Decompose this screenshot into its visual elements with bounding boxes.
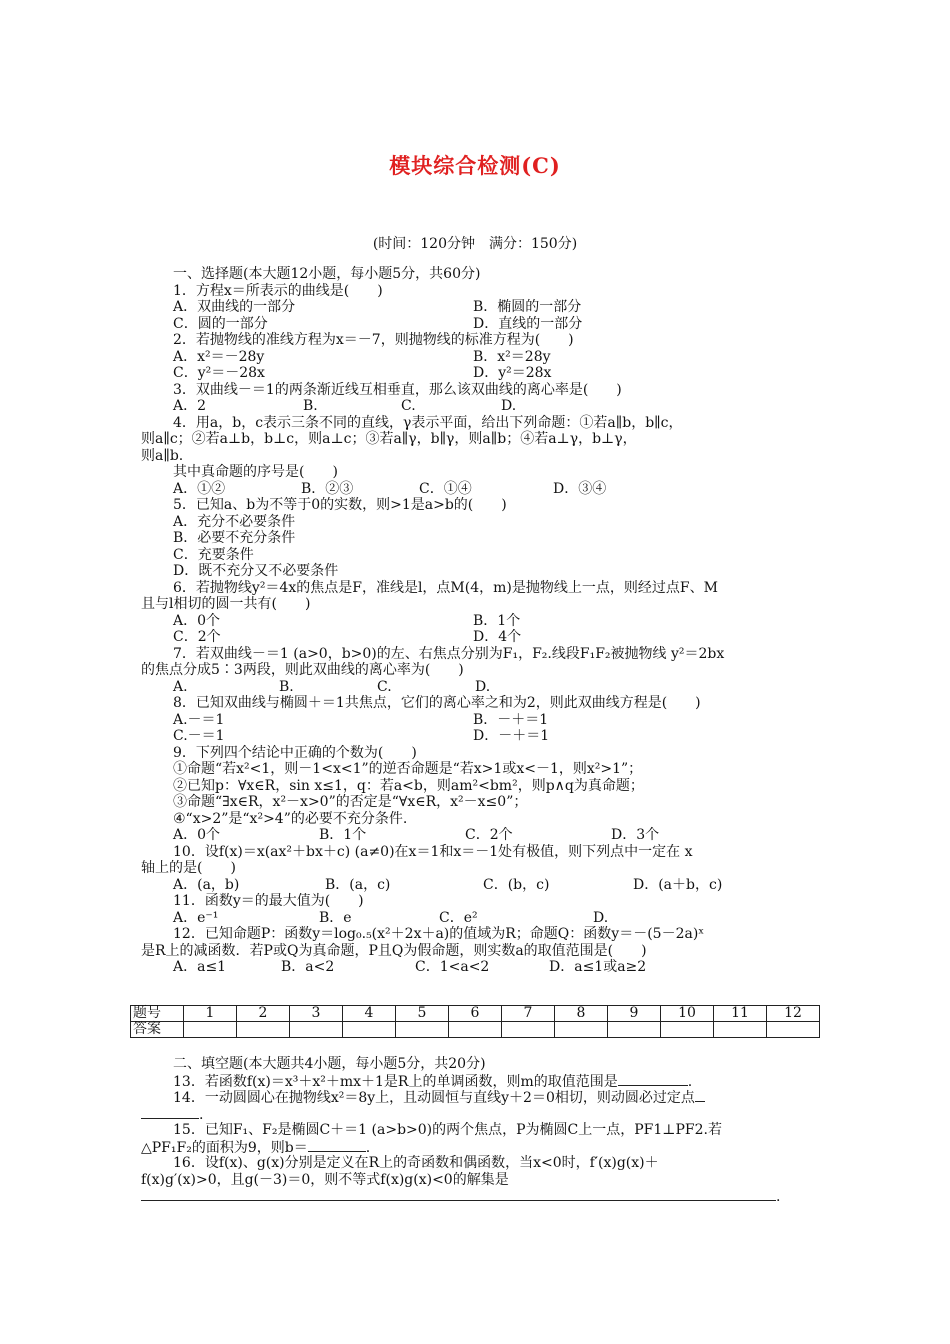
option: D．直线的一部分 (473, 315, 583, 332)
option-row (141, 398, 821, 415)
option: B. (303, 398, 318, 414)
option-row (141, 365, 821, 382)
question-16-blank-line (141, 1188, 821, 1205)
question-14 (141, 1089, 821, 1106)
question-line: 9．下列四个结论中正确的个数为( ) (173, 744, 417, 761)
question-15-cont (141, 1139, 821, 1156)
question-line: 8．已知双曲线与椭圆＋＝1共焦点，它们的离心率之和为2，则此双曲线方程是( ) (173, 695, 701, 711)
option: C. (401, 398, 416, 414)
question-number-cell: 9 (608, 1006, 661, 1022)
answer-cell[interactable] (608, 1022, 661, 1038)
option: C．①④ (419, 480, 472, 497)
answer-cell[interactable] (237, 1022, 290, 1038)
question-number-cell: 10 (661, 1006, 714, 1022)
page-title: 模块综合检测(C) (389, 153, 561, 178)
question-line: A．充分不必要条件 (173, 513, 296, 530)
question-number-cell: 1 (184, 1006, 237, 1022)
answer-table (130, 1005, 820, 1038)
option: B．e (319, 909, 352, 926)
option: B．1个 (319, 827, 367, 843)
section-heading: 二、填空题(本大题共4小题，每小题5分，共20分) (173, 1056, 486, 1072)
option: D．3个 (611, 827, 660, 843)
option: C.－＝1 (173, 728, 225, 744)
option: D．y²＝28x (473, 365, 552, 381)
table-row (131, 1006, 820, 1022)
option: A．①② (173, 480, 226, 497)
option: A．(a，b) (173, 876, 240, 893)
option: C．2个 (465, 827, 513, 843)
question-line-cont: 是R上的减函数．若P或Q为真命题，P且Q为假命题，则实数a的取值范围是( ) (141, 942, 647, 959)
question-text: . (365, 1139, 371, 1156)
question-line: D．既不充分又不必要条件 (173, 563, 339, 579)
option: A．e⁻¹ (173, 909, 219, 926)
option-row (141, 679, 821, 696)
option: C．圆的一部分 (173, 315, 268, 332)
section-heading: 一、选择题(本大题12小题，每小题5分，共60分) (173, 266, 481, 282)
option: A．a≤1 (173, 959, 227, 975)
option: C．1<a<2 (415, 959, 490, 975)
option-row (141, 629, 821, 646)
answer-blank[interactable] (308, 1139, 366, 1152)
option-row (141, 959, 821, 976)
question-line: 12．已知命题P：函数y＝log₀.₅(x²＋2x＋a)的值域为R；命题Q：函数y＝－(5－2a)ˣ (173, 926, 705, 942)
question-line: 6．若抛物线y²＝4x的焦点是F，准线是l，点M(4，m)是抛物线上一点，则经过点F、M (173, 579, 718, 596)
option: A．双曲线的一部分 (173, 299, 296, 315)
answer-blank[interactable] (141, 1106, 199, 1119)
question-line: B．必要不充分条件 (173, 530, 296, 546)
option-row (141, 613, 821, 630)
answer-blank[interactable] (141, 1188, 776, 1201)
question-text: . (776, 1189, 781, 1205)
option-row (141, 728, 821, 745)
option-row (141, 877, 821, 894)
question-number-cell: 8 (555, 1006, 608, 1022)
option: B．x²＝28y (473, 348, 551, 365)
option: B．－＋＝1 (473, 711, 549, 728)
option: B．②③ (301, 480, 354, 497)
option: C．(b，c) (483, 876, 550, 893)
option: D. (501, 398, 517, 414)
question-number-cell: 11 (714, 1006, 767, 1022)
question-number-cell: 6 (449, 1006, 502, 1022)
option-row (141, 481, 821, 498)
option: C．2个 (173, 629, 221, 645)
question-line-cont: 则a∥c；②若a⊥b，b⊥c，则a⊥c；③若a∥γ，b∥γ，则a∥b；④若a⊥γ，b⊥γ， (141, 431, 637, 447)
option: D．a≤1或a≥2 (549, 959, 647, 975)
answer-blank[interactable] (618, 1073, 688, 1086)
option: B．(a，c) (325, 876, 391, 893)
question-line: 7．若双曲线－＝1 (a>0，b>0)的左、右焦点分别为F₁，F₂.线段F₁F₂被抛物线 y²＝2bx (173, 645, 725, 662)
option: A．x²＝－28y (173, 348, 265, 365)
answer-cell[interactable] (661, 1022, 714, 1038)
table-row-label: 答案 (131, 1022, 184, 1038)
answer-cell[interactable] (343, 1022, 396, 1038)
question-text: 14．一动圆圆心在抛物线x²＝8y上，且动圆恒与直线y＋2＝0相切，则动圆必过定点 (173, 1090, 695, 1106)
question-number-cell: 2 (237, 1006, 290, 1022)
option: C. (377, 678, 392, 695)
question-line-cont: 轴上的是( ) (141, 860, 236, 876)
question-16: 16．设f(x)、g(x)分别是定义在R上的奇函数和偶函数，当x<0时，f′(x)g(x)＋ (173, 1155, 659, 1171)
answer-cell[interactable] (555, 1022, 608, 1038)
question-number-cell: 7 (502, 1006, 555, 1022)
question-text: 13．若函数f(x)＝x³＋x²＋mx＋1是R上的单调函数，则m的取值范围是 (173, 1073, 618, 1090)
option: D．－＋＝1 (473, 728, 550, 744)
option: D．4个 (473, 629, 522, 645)
exam-info: (时间：120分钟 满分：150分) (372, 236, 578, 252)
option: A．2 (173, 398, 207, 414)
answer-cell[interactable] (396, 1022, 449, 1038)
question-number-cell: 3 (290, 1006, 343, 1022)
question-text: . (687, 1073, 693, 1090)
question-line-cont: 的焦点分成5∶3两段，则此双曲线的离心率为( ) (141, 662, 464, 678)
option-row (141, 299, 821, 316)
answer-cell[interactable] (767, 1022, 820, 1038)
option-row (141, 827, 821, 844)
option: D．(a＋b，c) (633, 876, 723, 893)
question-line: ②已知p：∀x∈R，sin x≤1，q：若a<b，则am²<bm²，则p∧q为真命题； (173, 777, 644, 794)
fill-in-section (141, 1056, 821, 1205)
option: B. (279, 678, 294, 695)
question-line: ④“x>2”是“x²>4”的必要不充分条件. (173, 810, 408, 827)
option: A. (173, 678, 188, 695)
question-number-cell: 12 (767, 1006, 820, 1022)
question-line: 10．设f(x)＝x(ax²＋bx＋c) (a≠0)在x＝1和x＝－1处有极值，则下列点中一定在 x (173, 843, 693, 860)
question-line: 1．方程x＝所表示的曲线是( ) (173, 282, 383, 299)
option-row (141, 349, 821, 366)
question-13 (141, 1073, 821, 1090)
question-line: 其中真命题的序号是( ) (173, 464, 338, 480)
option: D. (475, 678, 491, 695)
option-row (141, 910, 821, 927)
option: C．y²＝－28x (173, 365, 265, 381)
option-row (141, 712, 821, 729)
question-line: 11．函数y＝的最大值为( ) (173, 893, 364, 909)
question-text: . (199, 1106, 204, 1123)
question-number-cell: 5 (396, 1006, 449, 1022)
table-row-label: 题号 (131, 1006, 184, 1022)
question-line: ①命题“若x²<1，则－1<x<1”的逆否命题是“若x>1或x<－1，则x²>1”； (173, 761, 643, 777)
question-line: ③命题“∃x∈R，x²－x>0”的否定是“∀x∈R，x²－x≤0”； (173, 794, 528, 810)
answer-cell[interactable] (449, 1022, 502, 1038)
choice-questions (141, 283, 821, 976)
answer-cell[interactable] (290, 1022, 343, 1038)
question-15: 15．已知F₁、F₂是椭圆C＋＝1 (a>b>0)的两个焦点，P为椭圆C上一点，PF1⊥PF2.若 (173, 1122, 722, 1138)
question-line-cont: 则a∥b. (141, 447, 184, 464)
question-line: 2．若抛物线的准线方程为x＝－7，则抛物线的标准方程为( ) (173, 332, 574, 348)
answer-blank[interactable] (695, 1089, 705, 1102)
option: D．③④ (553, 480, 607, 497)
answer-cell[interactable] (502, 1022, 555, 1038)
question-line: 3．双曲线－＝1的两条渐近线互相垂直，那么该双曲线的离心率是( ) (173, 381, 622, 398)
option: A.－＝1 (173, 711, 225, 728)
option: B．椭圆的一部分 (473, 299, 582, 315)
question-number-cell: 4 (343, 1006, 396, 1022)
option: A．0个 (173, 827, 221, 843)
answer-cell[interactable] (184, 1022, 237, 1038)
option: B．1个 (473, 612, 521, 629)
question-line: 4．用a，b，c表示三条不同的直线，γ表示平面，给出下列命题：①若a∥b，b∥c， (173, 414, 683, 431)
option: A．0个 (173, 612, 221, 629)
question-14-cont (141, 1106, 821, 1123)
question-line: C．充要条件 (173, 546, 254, 563)
option: D. (593, 909, 609, 926)
question-16-cont: f(x)g′(x)>0，且g(－3)＝0，则不等式f(x)g(x)<0的解集是 (141, 1171, 509, 1188)
choice-section (141, 266, 821, 976)
question-line: 5．已知a、b为不等于0的实数，则>1是a>b的( ) (173, 497, 507, 513)
table-row (131, 1022, 820, 1038)
answer-cell[interactable] (714, 1022, 767, 1038)
option: B．a<2 (281, 959, 335, 975)
option: C．e² (439, 909, 478, 926)
option-row (141, 316, 821, 333)
question-text: △PF₁F₂的面积为9，则b＝ (141, 1139, 308, 1156)
question-line-cont: 且与l相切的圆一共有( ) (141, 596, 311, 612)
